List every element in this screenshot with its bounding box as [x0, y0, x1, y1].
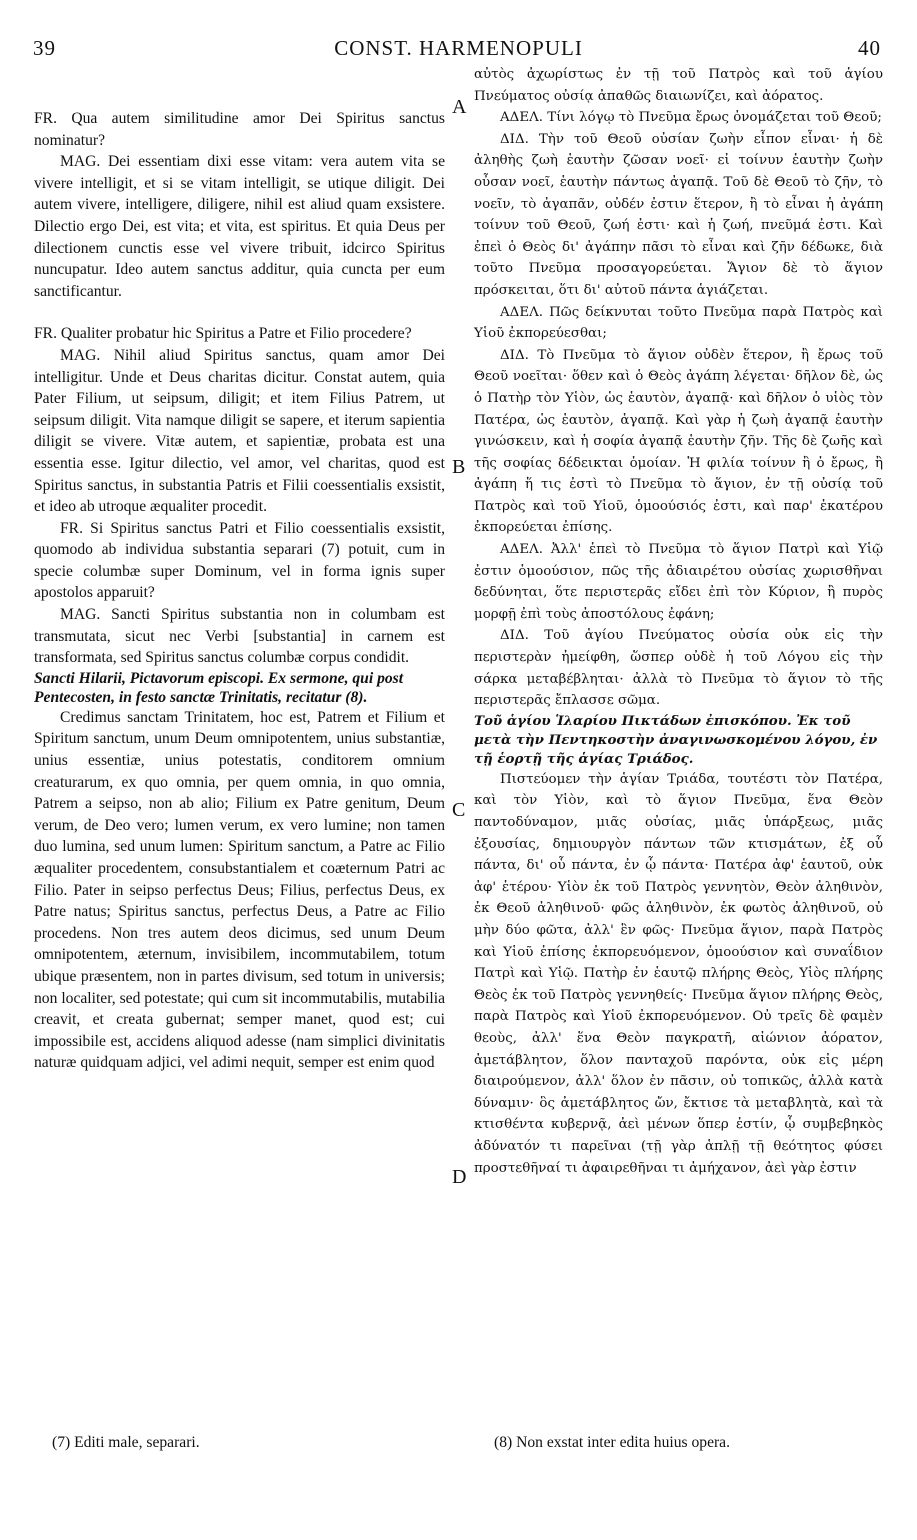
greek-question-3: ΑΔΕΛ. Ἀλλ' ἐπεὶ τὸ Πνεῦμα τὸ ἅγιον Πατρὶ καὶ Υἱῷ ἐστιν ὁμοούσιον, πῶς τῆς ἀδιαιρέτου οὐσίας χωρισθῆναι δεδύνηται, ὅτε περιστερᾶς εἴδει ἐπὶ τὸν Κύριον, ἢ πυρὸς μορφῇ ἐπὶ τοὺς ἀποστόλους ἐφάνη; [474, 542, 883, 622]
greek-continuation: αὐτὸς ἀχωρίστως ἐν τῇ τοῦ Πατρὸς καὶ τοῦ ἁγίου Πνεύματος οὐσίᾳ ἀπαθῶς διαιωνίζει, καὶ ἀόρατος. [474, 67, 883, 104]
latin-answer-2: MAG. Nihil aliud Spiritus sanctus, quam amor Dei intelligitur. Unde et Deus charitas dicitur. Constat autem, quia Pater Filium, ut seipsum, diligit; et item Filius Patrem, ut seipsum diligit. Vita namque diligit se sapere, et iterum sapientia diligit se vivere. Vitæ autem, et sapientiæ, probata est una essentia esse. Igitur dilectio, vel amor, vel charitas, quod est Spiritus sanctus, in substantia Patris et Filii coessentialis exsistit, et ideo ab utroque æqualiter procedit. [34, 346, 445, 516]
margin-letter-c: C [452, 799, 466, 821]
latin-question-1: FR. Qua autem similitudine amor Dei Spiritus sanctus nominatur? [34, 110, 445, 149]
greek-answer-2: ΔΙΔ. Τὸ Πνεῦμα τὸ ἅγιον οὐδὲν ἕτερον, ἢ ἔρως τοῦ Θεοῦ νοεῖται· ὅθεν καὶ ὁ Θεὸς ἀγάπη λέγεται· δῆλον δὲ, ὡς ὁ Πατὴρ τὸν Υἱὸν, ὡς ἑαυτὸν, ἀγαπᾷ· καὶ δῆλον ὁ υἱὸς τὸν Πατέρα, ὡς ἑαυτὸν, ἀγαπᾷ. Καὶ γὰρ ἡ ζωὴ ἀγαπᾷ ἑαυτὴν γινώσκειν, καὶ ἡ σοφία ἀγαπᾷ ἑαυτὴν ζῆν. Τῆς δὲ ζωῆς καὶ τῆς σοφίας δέδεικται ὁμοίαν. Ἡ φιλία τοίνυν ἢ ὁ ἔρως, ἢ ἀγάπη ἥ τις ἐστὶ τὸ Πνεῦμα τὸ ἅγιον, ἐν τῇ οὐσίᾳ τοῦ Πατρὸς καὶ τοῦ Υἱοῦ, ὁμοούσιός ἐστι, καὶ παρ' ἑκατέρου ἐκπορεύεται ἐπίσης. [474, 347, 883, 536]
latin-question-2: FR. Qualiter probatur hic Spiritus a Patre et Filio procedere? [34, 325, 412, 343]
latin-section-heading: Sancti Hilarii, Pictavorum episcopi. Ex sermone, qui post Pentecosten, in festo sanctæ Trinitatis, recitatur (8). [34, 669, 404, 706]
page-number-right: 40 [858, 36, 881, 60]
greek-answer-1: ΔΙΔ. Τὴν τοῦ Θεοῦ οὐσίαν ζωὴν εἶπον εἶναι· ἡ δὲ ἀληθὴς ζωὴ ἑαυτὴν ζῶσαν νοεῖ· εἰ τοίνυν ἑαυτὴν ζωὴν οὖσαν νοεῖ, ἑαυτὴν πάντως ἀγαπᾷ. Τοῦ δὲ Θεοῦ τὸ ζῆν, τὸ νοεῖν, τὸ ἀγαπᾶν, οὐδέν ἐστιν ἕτερον, ἢ τὸ εἶναι ἡ ἀγάπη τοίνυν τοῦ Θεοῦ, ζωή ἐστι· καὶ ἡ ζωή, πνεῦμά ἐστι. Καὶ ἐπεὶ ὁ Θεὸς δι' ἀγάπην πᾶσι τὸ εἶναι καὶ ζῆν δέδωκε, διὰ τοῦτο Πνεῦμα προσαγορεύεται. Ἅγιον δὲ τὸ ἅγιον πρόσκειται, ὅτι δι' αὐτοῦ πάντα ἁγιάζεται. [474, 131, 883, 298]
latin-question-3: FR. Si Spiritus sanctus Patri et Filio coessentialis exsistit, quomodo ab individua substantia separari (7) potuit, cum in specie columbæ super Dominum, vel in forma ignis super apostolos apparuit? [34, 519, 445, 602]
latin-answer-1: MAG. Dei essentiam dixi esse vitam: vera autem vita se vivere intelligit, et si se vitam intelligit, se utique diligit. Dei autem vivere, intelligere, diligere, nihil est aliud quam exsistere. Dilectio ergo Dei, est vita; et vita, est spiritus. Et quia Deus per dilectionem cunctis esse vel vivere tribuit, idcirco Spiritus nuncupatur. Ideo autem sanctus additur, quia cuncta per eum sanctificantur. [34, 153, 445, 300]
footnote-7: (7) Editi male, separari. [52, 1434, 200, 1451]
greek-question-1: ΑΔΕΛ. Τίνι λόγῳ τὸ Πνεῦμα ἔρως ὀνομάζεται τοῦ Θεοῦ; [500, 110, 882, 126]
page-number-left: 39 [33, 36, 56, 60]
greek-section-heading: Τοῦ ἁγίου Ἱλαρίου Πικτάδων ἐπισκόπου. Ἐκ τοῦ μετὰ τὴν Πεντηκοστὴν ἀναγινωσκομένου λόγου, ἐν τῇ ἑορτῇ τῆς ἁγίας Τριάδος. [474, 712, 878, 767]
latin-column [34, 64, 445, 1074]
page-header [0, 36, 917, 62]
greek-column [474, 64, 883, 1179]
running-title: CONST. HARMENOPULI [334, 36, 583, 60]
margin-letter-d: D [452, 1166, 467, 1188]
margin-letter-a: A [452, 96, 467, 118]
greek-question-2: ΑΔΕΛ. Πῶς δείκνυται τοῦτο Πνεῦμα παρὰ Πατρὸς καὶ Υἱοῦ ἐκπορεύεσθαι; [474, 304, 883, 342]
margin-letter-b: B [452, 456, 466, 478]
latin-answer-3: MAG. Sancti Spiritus substantia non in columbam est transmutata, sicut nec Verbi [substantia] in carnem est transformata, sed Spiritus sanctus columbæ corpus condidit. [34, 606, 445, 667]
footnote-8: (8) Non exstat inter edita huius opera. [494, 1434, 731, 1451]
greek-answer-3: ΔΙΔ. Τοῦ ἁγίου Πνεύματος οὐσία οὐκ εἰς τὴν περιστερὰν ἠμείφθη, ὥσπερ οὐδὲ ἡ τοῦ Λόγου εἰς τὴν σάρκα μεταβέβληται· ἀλλὰ τὸ Πνεῦμα τὸ ἅγιον τὸ τῆς περιστερᾶς ἔπλασσε σῶμα. [474, 628, 883, 709]
greek-creed-text: Πιστεύομεν τὴν ἁγίαν Τριάδα, τουτέστι τὸν Πατέρα, καὶ τὸν Υἱὸν, καὶ τὸ ἅγιον Πνεῦμα, ἕνα Θεὸν παντοδύναμον, μιᾶς οὐσίας, μιᾶς ὑπάρξεως, μιᾶς ἐξουσίας, δημιουργὸν πάντων τῶν κτισμάτων, ἐξ οὗ πάντα, δι' οὗ πάντα, ἐν ᾧ πάντα· Πατέρα ἀφ' ἑαυτοῦ, οὐκ ἀφ' ἑτέρου· Υἱὸν ἐκ τοῦ Πατρὸς γεννητὸν, Θεὸν ἀληθινὸν, ἐκ Θεοῦ ἀληθινοῦ· φῶς ἀληθινὸν, ἐκ φωτὸς ἀληθινοῦ, οὐ μὴν δύο φῶτα, ἀλλ' ἓν φῶς· Πνεῦμα ἅγιον, παρὰ Πατρὸς καὶ Υἱοῦ ἐπίσης ἐκπορευόμενον, ὁμοούσιον καὶ συναΐδιον Πατρὶ καὶ Υἱῷ. Πατὴρ ἐν ἑαυτῷ πλήρης Θεὸς, Υἱὸς πλήρης Θεὸς ἐκ τοῦ Πατρὸς γεννηθείς· Πνεῦμα ἅγιον πλήρης Θεὸς, παρὰ Πατρὸς καὶ Υἱοῦ ἐκπορευόμενον. Οὐ τρεῖς δὲ φαμὲν θεοὺς, ἀλλ' ἕνα Θεὸν παγκρατῆ, αἰώνιον ἀόρατον, ἀμετάβλητον, ὅλον πανταχοῦ παρόντα, οὐκ εἰς μέρη διαιρούμενον, ἀλλ' ὅλον ἐν πᾶσιν, οὐ τοπικῶς, ἀλλὰ κατὰ δύναμιν· ὃς ἀμετάβλητος ὤν, ἔκτισε τὰ μεταβλητὰ, καὶ τὰ κτισθέντα κυβερνᾷ, ἀεὶ μένων ὅπερ ἐστίν, ᾧ συμβεβηκὸς ἀδύνατόν τι παρεῖναι (τῇ γὰρ ἁπλῇ τῇ θεότητος φύσει προστεθῆναί τι ἀφαιρεθῆναι τι ἀμήχανον, ἀεὶ γὰρ ἐστιν [474, 771, 883, 1176]
latin-continuation [34, 64, 445, 108]
latin-creed-text: Credimus sanctam Trinitatem, hoc est, Patrem et Filium et Spiritum sanctum, unum Deum omnipotentem, unius substantiæ, unius essentiæ, unius potestatis, conditorem omnium creaturarum, ex quo omnia, per quem omnia, in quo omnia, Patrem a seipso, non ab alio; Filium ex Patre genitum, Deum verum, de Deo vero; lumen verum, ex vero lumine; non tamen duo lumina, sed unum lumen: Spiritum sanctum, a Patre ac Filio æqualiter procedentem, consubstantialem et coæternum Patri ac Filio. Pater in seipso perfectus Deus; Filius, perfectus Deus, ex Patre natus; Spiritus sanctus, perfectus Deus, a Patre ac Filio procedens. Non tres autem deos dicimus, sed unum Deum omnipotentem, æternum, invisibilem, incommutabilem, totum ubique præsentem, non in partes divisum, sed totum in universis; non localiter, sed potestate; qui cum sit incommutabilis, mutabilia creavit, et creata gubernat; semper manet, quod est; cui impossibile est, accidens aliquod adesse (nam simplici divinitatis naturæ quidquam adjici, vel adimi nequit, semper est enim quod [34, 708, 445, 1072]
